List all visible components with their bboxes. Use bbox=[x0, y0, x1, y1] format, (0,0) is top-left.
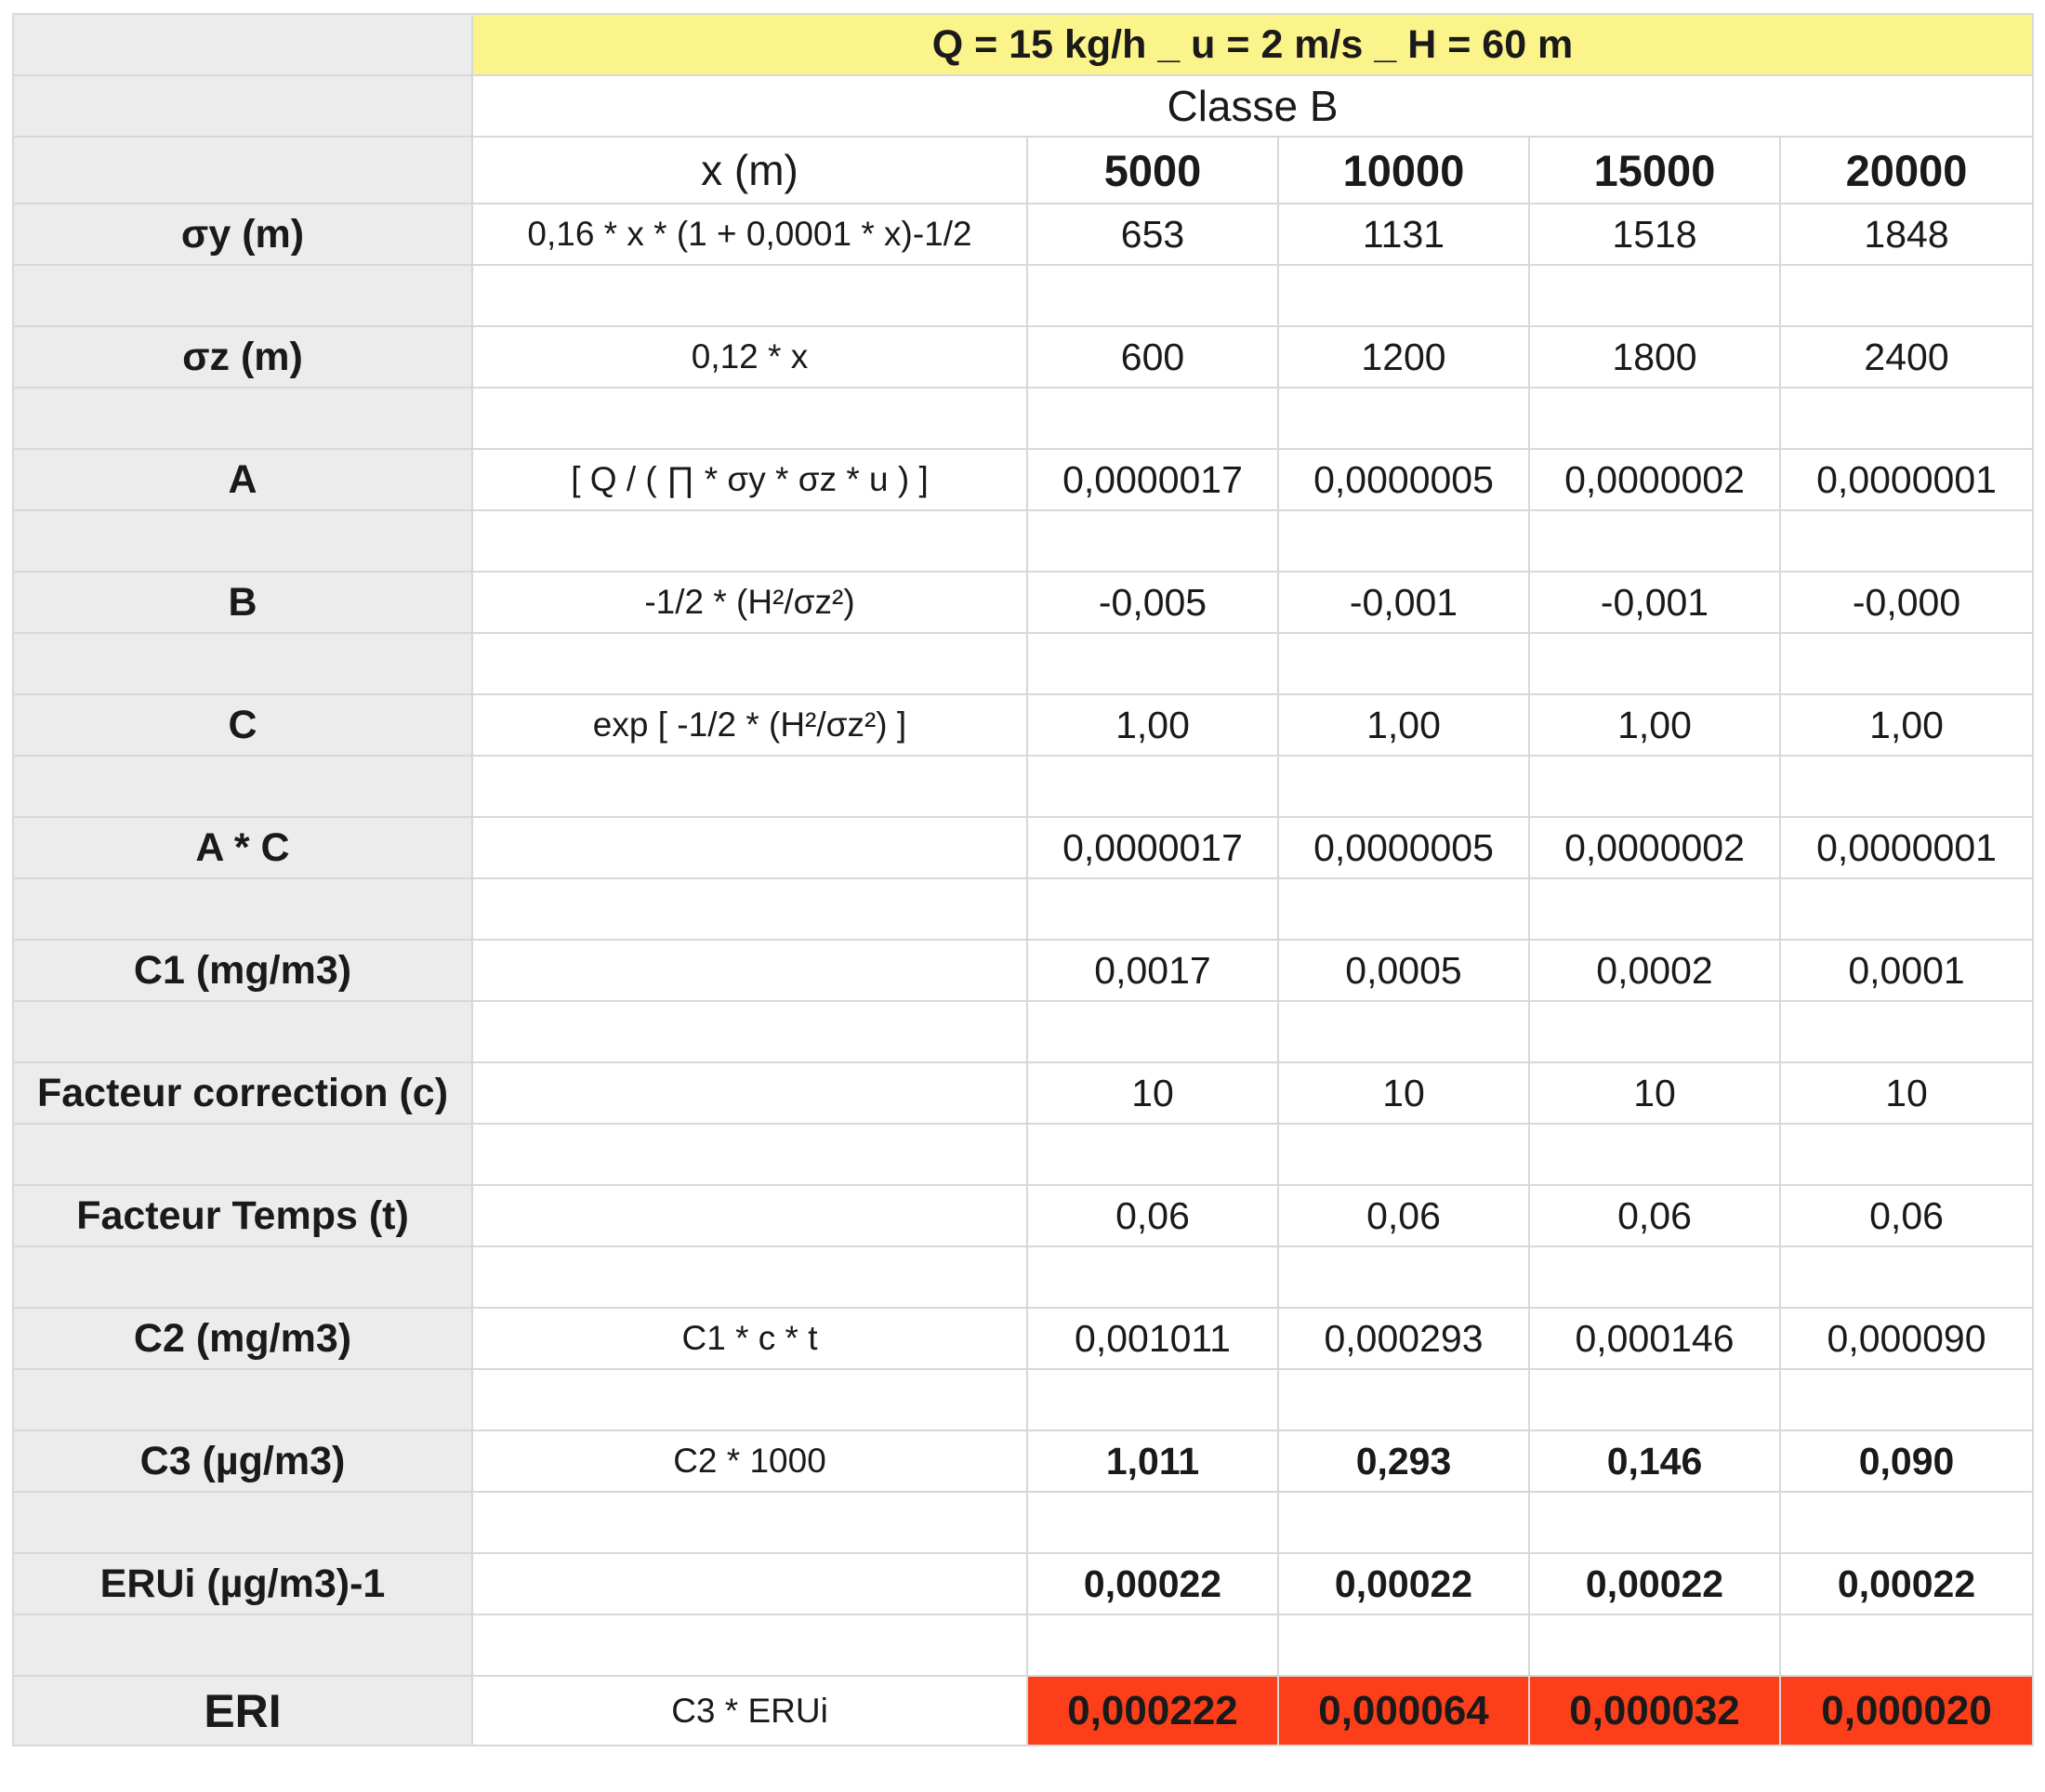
value-cell[interactable]: 0,0005 bbox=[1278, 940, 1529, 1001]
empty-cell[interactable] bbox=[1780, 1001, 2033, 1062]
empty-cell[interactable] bbox=[1780, 1246, 2033, 1308]
value-cell[interactable]: 1200 bbox=[1278, 326, 1529, 388]
formula-cell[interactable]: C1 * c * t bbox=[472, 1308, 1027, 1369]
empty-cell[interactable] bbox=[1529, 633, 1780, 694]
empty-cell[interactable] bbox=[1278, 1369, 1529, 1430]
empty-cell[interactable] bbox=[472, 756, 1027, 817]
formula-cell[interactable] bbox=[472, 817, 1027, 878]
formula-cell[interactable] bbox=[472, 1553, 1027, 1614]
label-cell-empty[interactable] bbox=[13, 756, 472, 817]
empty-cell[interactable] bbox=[1027, 878, 1278, 940]
empty-cell[interactable] bbox=[1278, 878, 1529, 940]
empty-cell[interactable] bbox=[472, 1246, 1027, 1308]
value-cell[interactable]: 1,00 bbox=[1027, 694, 1278, 756]
spacer-row bbox=[13, 265, 2033, 326]
x-value-cell[interactable]: 10000 bbox=[1278, 137, 1529, 204]
empty-cell[interactable] bbox=[1529, 1492, 1780, 1553]
table-row-erui bbox=[13, 1553, 2033, 1614]
value-cell[interactable]: 0,00022 bbox=[1780, 1553, 2033, 1614]
empty-cell[interactable] bbox=[472, 1124, 1027, 1185]
empty-cell[interactable] bbox=[1278, 633, 1529, 694]
label-cell-empty[interactable] bbox=[13, 14, 472, 75]
empty-cell[interactable] bbox=[1529, 388, 1780, 449]
value-cell[interactable]: 0,06 bbox=[1027, 1185, 1278, 1246]
table-row-facteur-temps bbox=[13, 1185, 2033, 1246]
value-cell[interactable]: 0,0000002 bbox=[1529, 817, 1780, 878]
eri-value-cell[interactable]: 0,000020 bbox=[1780, 1676, 2033, 1746]
value-cell[interactable]: 10 bbox=[1278, 1062, 1529, 1124]
empty-cell[interactable] bbox=[1529, 1001, 1780, 1062]
formula-cell[interactable]: C3 * ERUi bbox=[472, 1676, 1027, 1746]
row-label[interactable]: ERI bbox=[13, 1676, 472, 1746]
row-label[interactable]: A * C bbox=[13, 817, 472, 878]
label-cell-empty[interactable] bbox=[13, 1246, 472, 1308]
empty-cell[interactable] bbox=[1278, 756, 1529, 817]
value-cell[interactable]: 0,0000005 bbox=[1278, 449, 1529, 510]
table-row-c3 bbox=[13, 1430, 2033, 1492]
label-cell-empty[interactable] bbox=[13, 1492, 472, 1553]
spacer-row bbox=[13, 510, 2033, 572]
label-cell-empty[interactable] bbox=[13, 878, 472, 940]
formula-cell[interactable]: -1/2 * (H²/σz²) bbox=[472, 572, 1027, 633]
calculation-table bbox=[12, 13, 2034, 1746]
empty-cell[interactable] bbox=[1780, 878, 2033, 940]
empty-cell[interactable] bbox=[1529, 1614, 1780, 1676]
formula-cell[interactable]: [ Q / ( ∏ * σy * σz * u ) ] bbox=[472, 449, 1027, 510]
row-label[interactable]: A bbox=[13, 449, 472, 510]
row-label[interactable]: C3 (µg/m3) bbox=[13, 1430, 472, 1492]
value-cell[interactable]: 0,06 bbox=[1780, 1185, 2033, 1246]
empty-cell[interactable] bbox=[1027, 1492, 1278, 1553]
value-cell[interactable]: 2400 bbox=[1780, 326, 2033, 388]
empty-cell[interactable] bbox=[1780, 388, 2033, 449]
value-cell[interactable]: 0,0000001 bbox=[1780, 449, 2033, 510]
spacer-row bbox=[13, 1124, 2033, 1185]
class-row bbox=[13, 75, 2033, 137]
table-row-a-times-c bbox=[13, 817, 2033, 878]
value-cell[interactable]: 0,00022 bbox=[1027, 1553, 1278, 1614]
value-cell[interactable]: 0,00022 bbox=[1529, 1553, 1780, 1614]
value-cell[interactable]: 0,000146 bbox=[1529, 1308, 1780, 1369]
label-cell-empty[interactable] bbox=[13, 510, 472, 572]
label-cell-empty[interactable] bbox=[13, 1001, 472, 1062]
table-row-c bbox=[13, 694, 2033, 756]
value-cell[interactable]: 600 bbox=[1027, 326, 1278, 388]
empty-cell[interactable] bbox=[1780, 1124, 2033, 1185]
table-row-c2 bbox=[13, 1308, 2033, 1369]
spacer-row bbox=[13, 1246, 2033, 1308]
table-row-sigma-z bbox=[13, 326, 2033, 388]
label-cell-empty[interactable] bbox=[13, 265, 472, 326]
empty-cell[interactable] bbox=[1278, 1001, 1529, 1062]
row-label[interactable]: ERUi (µg/m3)-1 bbox=[13, 1553, 472, 1614]
empty-cell[interactable] bbox=[1278, 1614, 1529, 1676]
x-value-cell[interactable]: 15000 bbox=[1529, 137, 1780, 204]
empty-cell[interactable] bbox=[1278, 265, 1529, 326]
formula-cell[interactable] bbox=[472, 940, 1027, 1001]
class-header[interactable]: Classe B bbox=[472, 75, 2033, 137]
value-cell[interactable]: 0,0001 bbox=[1780, 940, 2033, 1001]
table-row-eri bbox=[13, 1676, 2033, 1746]
value-cell[interactable]: 0,000293 bbox=[1278, 1308, 1529, 1369]
formula-cell[interactable]: exp [ -1/2 * (H²/σz²) ] bbox=[472, 694, 1027, 756]
eri-value-cell[interactable]: 0,000032 bbox=[1529, 1676, 1780, 1746]
x-header-row bbox=[13, 137, 2033, 204]
value-cell[interactable]: 1518 bbox=[1529, 204, 1780, 265]
x-value-cell[interactable]: 20000 bbox=[1780, 137, 2033, 204]
empty-cell[interactable] bbox=[1529, 1369, 1780, 1430]
empty-cell[interactable] bbox=[1529, 1124, 1780, 1185]
label-cell-empty[interactable] bbox=[13, 75, 472, 137]
empty-cell[interactable] bbox=[472, 1614, 1027, 1676]
row-label[interactable]: σz (m) bbox=[13, 326, 472, 388]
formula-cell[interactable] bbox=[472, 1185, 1027, 1246]
label-cell-empty[interactable] bbox=[13, 388, 472, 449]
table-row-b bbox=[13, 572, 2033, 633]
value-cell[interactable]: 10 bbox=[1529, 1062, 1780, 1124]
empty-cell[interactable] bbox=[1027, 1369, 1278, 1430]
row-label[interactable]: σy (m) bbox=[13, 204, 472, 265]
value-cell[interactable]: 0,0000005 bbox=[1278, 817, 1529, 878]
x-header-label[interactable]: x (m) bbox=[472, 137, 1027, 204]
formula-cell[interactable] bbox=[472, 1062, 1027, 1124]
empty-cell[interactable] bbox=[472, 1001, 1027, 1062]
empty-cell[interactable] bbox=[472, 878, 1027, 940]
value-cell[interactable]: -0,001 bbox=[1278, 572, 1529, 633]
value-cell[interactable]: 0,0000017 bbox=[1027, 449, 1278, 510]
empty-cell[interactable] bbox=[1529, 756, 1780, 817]
empty-cell[interactable] bbox=[472, 388, 1027, 449]
empty-cell[interactable] bbox=[1780, 1614, 2033, 1676]
label-cell-empty[interactable] bbox=[13, 1369, 472, 1430]
eri-value-cell[interactable]: 0,000064 bbox=[1278, 1676, 1529, 1746]
empty-cell[interactable] bbox=[472, 1492, 1027, 1553]
empty-cell[interactable] bbox=[1027, 388, 1278, 449]
empty-cell[interactable] bbox=[472, 1369, 1027, 1430]
value-cell[interactable]: 0,000090 bbox=[1780, 1308, 2033, 1369]
value-cell[interactable]: 0,0002 bbox=[1529, 940, 1780, 1001]
empty-cell[interactable] bbox=[1027, 1246, 1278, 1308]
value-cell[interactable]: 1,011 bbox=[1027, 1430, 1278, 1492]
label-cell-empty[interactable] bbox=[13, 633, 472, 694]
empty-cell[interactable] bbox=[1027, 265, 1278, 326]
value-cell[interactable]: 1131 bbox=[1278, 204, 1529, 265]
label-cell-empty[interactable] bbox=[13, 1124, 472, 1185]
row-label[interactable]: Facteur correction (c) bbox=[13, 1062, 472, 1124]
value-cell[interactable]: -0,001 bbox=[1529, 572, 1780, 633]
value-cell[interactable]: 0,06 bbox=[1278, 1185, 1529, 1246]
value-cell[interactable]: -0,005 bbox=[1027, 572, 1278, 633]
table-row-facteur-correction bbox=[13, 1062, 2033, 1124]
formula-cell[interactable]: 0,12 * x bbox=[472, 326, 1027, 388]
spacer-row bbox=[13, 878, 2033, 940]
spacer-row bbox=[13, 1492, 2033, 1553]
empty-cell[interactable] bbox=[1278, 1124, 1529, 1185]
spacer-row bbox=[13, 388, 2033, 449]
x-value-cell[interactable]: 5000 bbox=[1027, 137, 1278, 204]
spacer-row bbox=[13, 1369, 2033, 1430]
row-label[interactable]: Facteur Temps (t) bbox=[13, 1185, 472, 1246]
value-cell[interactable]: -0,000 bbox=[1780, 572, 2033, 633]
empty-cell[interactable] bbox=[1529, 510, 1780, 572]
empty-cell[interactable] bbox=[1780, 1369, 2033, 1430]
value-cell[interactable]: 653 bbox=[1027, 204, 1278, 265]
eri-value-cell[interactable]: 0,000222 bbox=[1027, 1676, 1278, 1746]
spacer-row bbox=[13, 633, 2033, 694]
value-cell[interactable]: 10 bbox=[1027, 1062, 1278, 1124]
row-label[interactable]: C bbox=[13, 694, 472, 756]
empty-cell[interactable] bbox=[1278, 510, 1529, 572]
table-row-c1 bbox=[13, 940, 2033, 1001]
empty-cell[interactable] bbox=[1027, 756, 1278, 817]
value-cell[interactable]: 10 bbox=[1780, 1062, 2033, 1124]
label-cell-empty[interactable] bbox=[13, 1614, 472, 1676]
empty-cell[interactable] bbox=[1278, 1492, 1529, 1553]
empty-cell[interactable] bbox=[1278, 388, 1529, 449]
empty-cell[interactable] bbox=[472, 265, 1027, 326]
row-label[interactable]: C1 (mg/m3) bbox=[13, 940, 472, 1001]
value-cell[interactable]: 0,0017 bbox=[1027, 940, 1278, 1001]
row-label[interactable]: C2 (mg/m3) bbox=[13, 1308, 472, 1369]
spacer-row bbox=[13, 756, 2033, 817]
empty-cell[interactable] bbox=[1780, 510, 2033, 572]
value-cell[interactable]: 1,00 bbox=[1529, 694, 1780, 756]
spacer-row bbox=[13, 1001, 2033, 1062]
empty-cell[interactable] bbox=[472, 510, 1027, 572]
row-label[interactable]: B bbox=[13, 572, 472, 633]
value-cell[interactable]: 0,00022 bbox=[1278, 1553, 1529, 1614]
value-cell[interactable]: 1800 bbox=[1529, 326, 1780, 388]
empty-cell[interactable] bbox=[1027, 633, 1278, 694]
empty-cell[interactable] bbox=[1529, 265, 1780, 326]
empty-cell[interactable] bbox=[472, 633, 1027, 694]
empty-cell[interactable] bbox=[1278, 1246, 1529, 1308]
empty-cell[interactable] bbox=[1027, 510, 1278, 572]
empty-cell[interactable] bbox=[1780, 633, 2033, 694]
formula-cell[interactable]: C2 * 1000 bbox=[472, 1430, 1027, 1492]
value-cell[interactable]: 1,00 bbox=[1278, 694, 1529, 756]
value-cell[interactable]: 0,0000001 bbox=[1780, 817, 2033, 878]
value-cell[interactable]: 1848 bbox=[1780, 204, 2033, 265]
value-cell[interactable]: 0,146 bbox=[1529, 1430, 1780, 1492]
value-cell[interactable]: 1,00 bbox=[1780, 694, 2033, 756]
value-cell[interactable]: 0,293 bbox=[1278, 1430, 1529, 1492]
value-cell[interactable]: 0,0000017 bbox=[1027, 817, 1278, 878]
empty-cell[interactable] bbox=[1780, 265, 2033, 326]
empty-cell[interactable] bbox=[1780, 1492, 2033, 1553]
title-row bbox=[13, 14, 2033, 75]
empty-cell[interactable] bbox=[1027, 1124, 1278, 1185]
formula-cell[interactable]: 0,16 * x * (1 + 0,0001 * x)-1/2 bbox=[472, 204, 1027, 265]
empty-cell[interactable] bbox=[1780, 756, 2033, 817]
value-cell[interactable]: 0,0000002 bbox=[1529, 449, 1780, 510]
table-title[interactable]: Q = 15 kg/h _ u = 2 m/s _ H = 60 m bbox=[472, 14, 2033, 75]
empty-cell[interactable] bbox=[1027, 1614, 1278, 1676]
table-row-a bbox=[13, 449, 2033, 510]
empty-cell[interactable] bbox=[1529, 878, 1780, 940]
spacer-row bbox=[13, 1614, 2033, 1676]
label-cell-empty[interactable] bbox=[13, 137, 472, 204]
value-cell[interactable]: 0,06 bbox=[1529, 1185, 1780, 1246]
table-row-sigma-y bbox=[13, 204, 2033, 265]
empty-cell[interactable] bbox=[1529, 1246, 1780, 1308]
empty-cell[interactable] bbox=[1027, 1001, 1278, 1062]
value-cell[interactable]: 0,090 bbox=[1780, 1430, 2033, 1492]
value-cell[interactable]: 0,001011 bbox=[1027, 1308, 1278, 1369]
